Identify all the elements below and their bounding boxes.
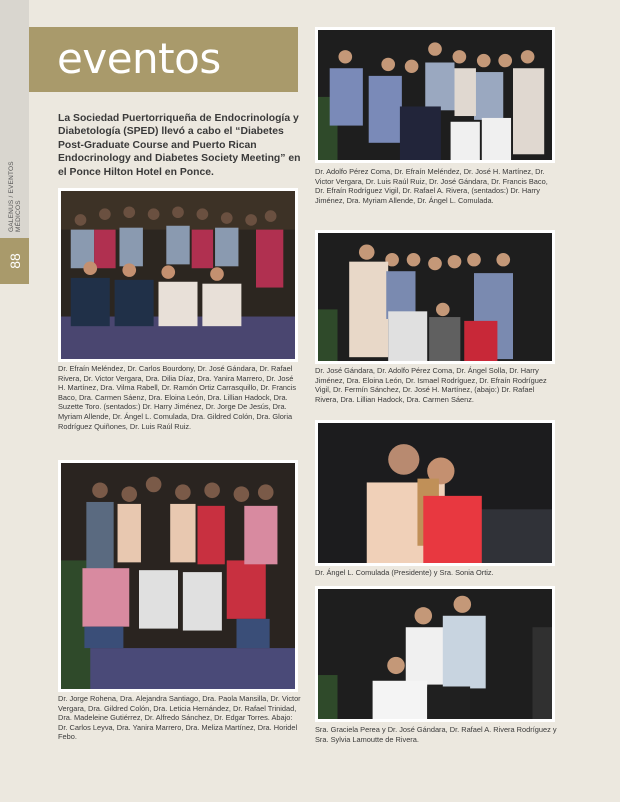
group-photo-1-image xyxy=(61,191,295,359)
group-photo-2 xyxy=(58,460,298,692)
couples-photo-2-image xyxy=(318,589,552,719)
caption-photo-4: Dr. José Gándara, Dr. Adolfo Pérez Coma, Dr. Ángel Solla, Dr. Harry Jiménez, Dra. Eloina León, Dr. Ismael Rodríguez, Dr. Efraín Rodríguez Vigil, Dr. Fermín Sánchez, Dr. José H. Martínez, (abajo:) Dr. Rafael Rivera, Dra. Lillian Hadock, Dra. Carmen Sáenz. xyxy=(315,366,547,404)
caption-photo-3: Dr. Adolfo Pérez Coma, Dr. Efraín Meléndez, Dr. José H. Martínez, Dr. Victor Vergara, Dr. Luis Raúl Ruiz, Dr. José Gándara, Dr. Francis Baco, Dr. Efraín Rodríguez Vigil, Dr. Rafael A. Rivera, (sentados:) Dr. Harry Jiménez, Dra. Myriam Allende, Dr. Ángel L. Comulada. xyxy=(315,167,548,205)
intro-paragraph: La Sociedad Puertorriqueña de Endocrinología y Diabetología (SPED) llevó a cabo el “Diabetes Post-Graduate Course and Puerto Rican Endocrinology and Diabetes Society Meeting” en el Ponce Hilton Hotel en Ponce. xyxy=(58,113,301,178)
group-photo-3 xyxy=(315,27,555,163)
page-number-text: 88 xyxy=(6,253,23,269)
group-photo-4-image xyxy=(318,233,552,361)
group-photo-4 xyxy=(315,230,555,364)
group-photo-2-image xyxy=(61,463,295,689)
group-photo-1 xyxy=(58,188,298,362)
couple-photo-1 xyxy=(315,420,555,566)
title-banner xyxy=(29,27,298,92)
couples-photo-2 xyxy=(315,586,555,722)
caption-photo-2: Dr. Jorge Rohena, Dra. Alejandra Santiago, Dra. Paola Mansilla, Dr. Victor Vergara, Dra. Gildred Colón, Dra. Leticia Hernández, Dr. Rafael Trinidad, Dra. Madeleine Gutiérrez, Dr. Alfredo Sánchez, Dr. Edgar Torres. Abajo: Dr. Carlos Leyva, Dra. Yanira Marrero, Dra. Meliza Martínez, Dra. Horidel Febo. xyxy=(58,694,301,742)
group-photo-3-image xyxy=(318,30,552,160)
caption-photo-5: Dr. Ángel L. Comulada (Presidente) y Sra. Sonia Ortiz. xyxy=(315,568,494,577)
section-label: GALENUS / EVENTOS MÉDICOS xyxy=(8,161,22,232)
caption-photo-6: Sra. Graciela Perea y Dr. José Gándara, Dr. Rafael A. Rivera Rodríguez y Sra. Sylvia Lamoutte de Rivera. xyxy=(315,725,557,744)
caption-photo-1: Dr. Efraín Meléndez, Dr. Carlos Bourdony, Dr. José Gándara, Dr. Rafael Rivera, Dr. Victor Vergara, Dra. Dilia Díaz, Dra. Yanira Marrero, Dr. José H. Martínez, Dra. Vilma Rabell, Dr. Ramón Ortiz Carrasquillo, Dr. Francis Baco, Dra. Carmen Sáenz, Dra. Eloina León, Dra. Lillian Hadock, Dra. Suzette Toro. (sentados:) Dr. Harry Jiménez, Dr. Jorge De Jesús, Dra. Myriam Allende, Dr. Ángel L. Comulada, Dra. Gildred Colón, Dra. Gloria Rodríguez Quiñones, Dr. Luis Raúl Ruiz. xyxy=(58,364,297,431)
page-number xyxy=(0,238,29,284)
page-title: eventos xyxy=(57,34,221,83)
couple-photo-1-image xyxy=(318,423,552,563)
